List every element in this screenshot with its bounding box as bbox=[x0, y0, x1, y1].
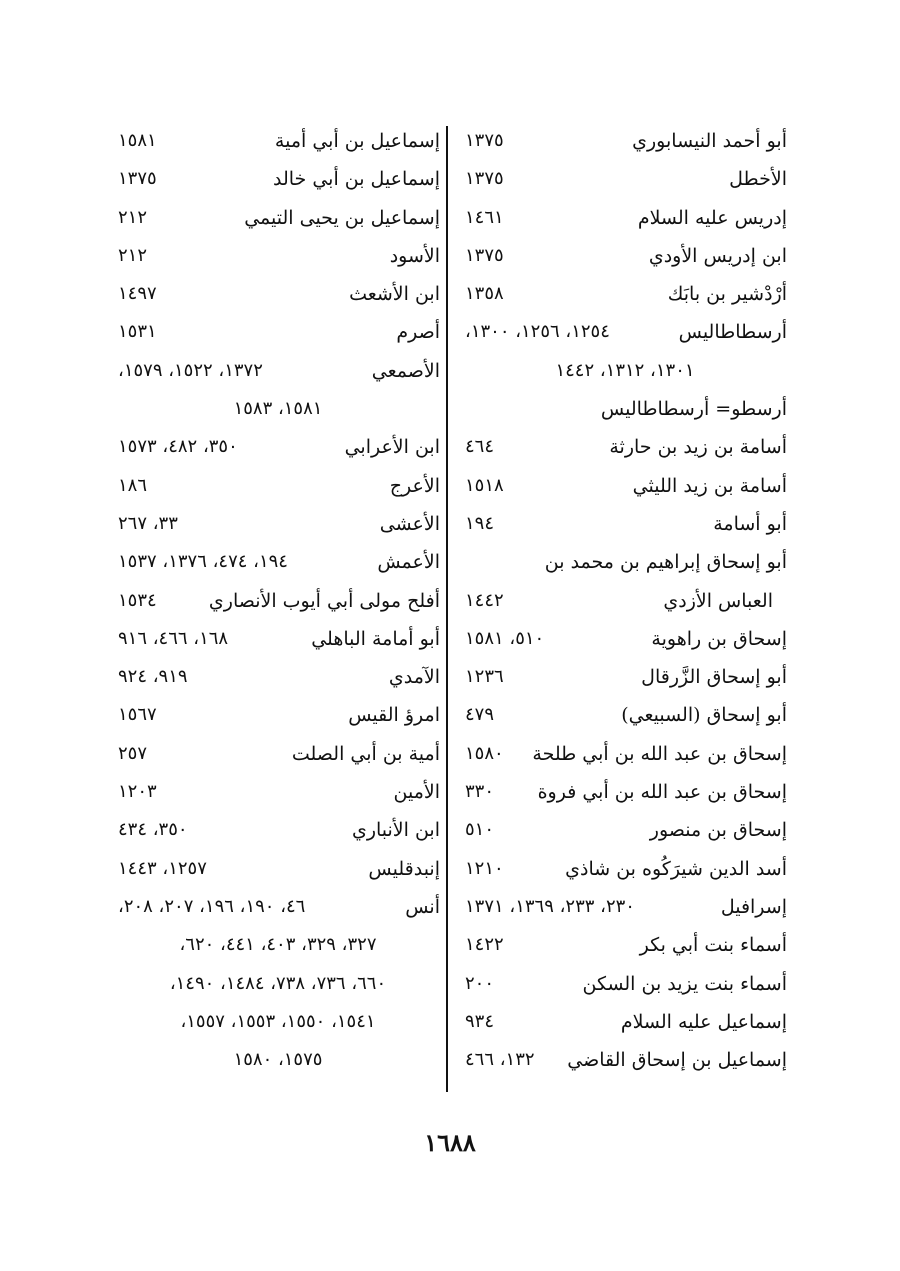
entry-pages: ٣٣٠ bbox=[465, 781, 495, 803]
entry-name: أفلح مولى أبي أيوب الأنصاري bbox=[208, 589, 440, 612]
entry-name: أرْدْشير بن بابَك bbox=[667, 283, 787, 306]
entry-name: أسماء بنت يزيد بن السكن bbox=[582, 972, 787, 995]
entry-name: إنبدقليس bbox=[368, 857, 440, 880]
index-column-left bbox=[108, 122, 448, 1079]
entry-pages: ٤٦٤ bbox=[465, 436, 495, 458]
entry-name: أبو إسحاق (السبيعي) bbox=[621, 704, 787, 727]
entry-name: أبو أمامة الباهلي bbox=[311, 627, 440, 650]
entry-pages: ١٥٨١ bbox=[118, 130, 157, 151]
index-entry bbox=[108, 543, 448, 581]
index-entry bbox=[455, 275, 795, 313]
index-entry bbox=[108, 275, 448, 313]
index-entry bbox=[108, 696, 448, 734]
entry-name: إسماعيل بن إسحاق القاضي bbox=[567, 1049, 787, 1072]
entry-pages: ١٢٣٦ bbox=[465, 666, 504, 688]
entry-pages: ١٦٨، ٤٦٦، ٩١٦ bbox=[118, 627, 229, 649]
entry-pages: ٢٣٠، ٢٣٣، ١٣٦٩، ١٣٧١ bbox=[465, 895, 635, 917]
index-entry bbox=[455, 773, 795, 811]
index-entry bbox=[455, 122, 795, 160]
index-entry-continuation bbox=[108, 390, 448, 428]
index-entry bbox=[108, 888, 448, 926]
index-entry bbox=[108, 199, 448, 237]
entry-name: إسرافيل bbox=[720, 895, 787, 918]
entry-name: أسماء بنت أبي بكر bbox=[639, 934, 787, 957]
entry-pages: ١٢٠٣ bbox=[118, 781, 157, 803]
index-entry bbox=[455, 850, 795, 888]
entry-pages: ١٩٤، ٤٧٤، ١٣٧٦، ١٥٣٧ bbox=[118, 551, 288, 573]
entry-pages: ١٢٥٧، ١٤٤٣ bbox=[118, 857, 207, 879]
index-entry bbox=[455, 696, 795, 734]
entry-name: إسحاق بن منصور bbox=[649, 819, 787, 842]
entry-name: إسحاق بن عبد الله بن أبي طلحة bbox=[532, 742, 787, 765]
entry-name: أسامة بن زيد الليثي bbox=[632, 474, 787, 497]
entry-name: الأمين bbox=[393, 781, 440, 804]
entry-pages: ١٩٤ bbox=[465, 512, 495, 534]
entry-pages: ٥١٠، ١٥٨١ bbox=[465, 627, 545, 649]
index-entry bbox=[108, 237, 448, 275]
entry-pages: ١٨٦ bbox=[118, 474, 148, 496]
index-entry bbox=[108, 850, 448, 888]
index-entry bbox=[108, 658, 448, 696]
entry-name: الأعشى bbox=[379, 512, 440, 535]
entry-pages: ١٢١٠ bbox=[465, 857, 504, 879]
entry-pages: ٩٣٤ bbox=[465, 1010, 495, 1032]
entry-name: أمية بن أبي الصلت bbox=[291, 742, 440, 765]
index-entry-continuation bbox=[455, 582, 795, 620]
entry-name: الأصمعي bbox=[371, 359, 440, 382]
index-entry bbox=[455, 237, 795, 275]
entry-name: العباس الأزدي bbox=[663, 589, 773, 612]
index-entry bbox=[455, 428, 795, 466]
index-entry bbox=[108, 811, 448, 849]
entry-name: أبو أحمد النيسابوري bbox=[632, 130, 787, 152]
entry-name: أرسطاطاليس bbox=[678, 321, 787, 344]
entry-name: الأعمش bbox=[377, 551, 440, 574]
entry-name: أسامة بن زيد بن حارثة bbox=[609, 436, 787, 459]
entry-pages: ١٥٣٤ bbox=[118, 589, 157, 611]
entry-pages: ١٥٤١، ١٥٥٠، ١٥٥٣، ١٥٥٧، bbox=[180, 1010, 376, 1032]
index-entry bbox=[455, 965, 795, 1003]
index-entry bbox=[455, 199, 795, 237]
entry-pages: ١٣٠١، ١٣١٢، ١٤٤٢ bbox=[555, 359, 695, 381]
entry-name: ابن الأنباري bbox=[351, 819, 440, 842]
entry-name: أرسطو= أرسطاطاليس bbox=[600, 398, 787, 421]
index-entry bbox=[455, 735, 795, 773]
entry-pages: ١٥٦٧ bbox=[118, 704, 157, 726]
entry-name: الأسود bbox=[389, 244, 440, 267]
entry-pages: ٢١٢ bbox=[118, 206, 148, 228]
entry-name: إسماعيل بن يحيى التيمي bbox=[244, 206, 440, 229]
index-entry bbox=[455, 1041, 795, 1079]
entry-pages: ٤٧٩ bbox=[465, 704, 495, 726]
index-entry bbox=[455, 888, 795, 926]
entry-name: الأعرج bbox=[389, 474, 440, 497]
index-entry bbox=[108, 352, 448, 390]
index-entry bbox=[108, 467, 448, 505]
index-entry-continuation bbox=[455, 352, 795, 390]
index-entry bbox=[455, 1003, 795, 1041]
index-entry bbox=[108, 160, 448, 198]
entry-name: إسحاق بن راهوية bbox=[651, 627, 787, 650]
index-entry bbox=[108, 735, 448, 773]
entry-pages: ١٤٢٢ bbox=[465, 934, 504, 956]
entry-pages: ٣٥٠، ٤٨٢، ١٥٧٣ bbox=[118, 436, 238, 458]
index-entry bbox=[455, 620, 795, 658]
index-entry bbox=[455, 926, 795, 964]
entry-pages: ٣٥٠، ٤٣٤ bbox=[118, 819, 188, 841]
index-entry-continuation bbox=[108, 1003, 448, 1041]
entry-pages: ١٤٤٢ bbox=[465, 589, 504, 611]
entry-pages: ٢١٢ bbox=[118, 244, 148, 266]
entry-name: إسماعيل بن أبي أمية bbox=[274, 130, 440, 152]
entry-name: امرؤ القيس bbox=[348, 704, 440, 727]
index-entry bbox=[455, 658, 795, 696]
entry-name: أنس bbox=[405, 895, 440, 918]
entry-name: ابن الأعرابي bbox=[344, 436, 440, 459]
entry-name: إدريس عليه السلام bbox=[637, 206, 787, 229]
entry-name: أسد الدين شيرَكُوه بن شاذي bbox=[565, 857, 787, 880]
index-entry bbox=[108, 122, 448, 160]
entry-name: الآمدي bbox=[388, 666, 440, 689]
entry-name: أصرم bbox=[396, 321, 440, 344]
index-entry bbox=[108, 620, 448, 658]
index-entry bbox=[455, 390, 795, 428]
entry-pages: ١٥٣١ bbox=[118, 321, 157, 343]
index-entry bbox=[455, 160, 795, 198]
entry-pages: ١٥٧٥، ١٥٨٠ bbox=[233, 1049, 323, 1071]
entry-pages: ١٥١٨ bbox=[465, 474, 504, 496]
index-entry bbox=[108, 582, 448, 620]
entry-name: ابن الأشعث bbox=[349, 283, 440, 306]
entry-pages: ١٢٥٤، ١٢٥٦، ١٣٠٠، bbox=[465, 321, 610, 343]
entry-pages: ٣٣، ٢٦٧ bbox=[118, 512, 178, 534]
entry-name: أبو إسحاق الزَّرقال bbox=[641, 666, 787, 689]
entry-pages: ٢٠٠ bbox=[465, 972, 495, 994]
entry-pages: ١٣٥٨ bbox=[465, 283, 504, 305]
index-entry-continuation bbox=[108, 926, 448, 964]
entry-name: إسحاق بن عبد الله بن أبي فروة bbox=[537, 781, 787, 804]
entry-name: إسماعيل بن أبي خالد bbox=[272, 168, 440, 191]
entry-pages: ١٣٧٥ bbox=[465, 168, 504, 190]
entry-pages: ١٣٢، ٤٦٦ bbox=[465, 1049, 535, 1071]
index-entry bbox=[108, 505, 448, 543]
entry-pages: ٣٢٧، ٣٢٩، ٤٠٣، ٤٤١، ٦٢٠، bbox=[179, 934, 377, 956]
index-entry bbox=[108, 428, 448, 466]
entry-pages: ٦٦٠، ٧٣٦، ٧٣٨، ١٤٨٤، ١٤٩٠، bbox=[169, 972, 387, 994]
entry-pages: ٩١٩، ٩٢٤ bbox=[118, 666, 188, 688]
entry-pages: ١٣٧٥ bbox=[465, 130, 504, 151]
entry-pages: ٥١٠ bbox=[465, 819, 495, 841]
index-entry-continuation bbox=[108, 965, 448, 1003]
entry-pages: ٤٦، ١٩٠، ١٩٦، ٢٠٧، ٢٠٨، bbox=[118, 895, 306, 917]
index-entry bbox=[455, 543, 795, 581]
entry-name: أبو أسامة bbox=[713, 512, 787, 535]
index-entry bbox=[455, 505, 795, 543]
index-entry bbox=[455, 467, 795, 505]
index-entry bbox=[108, 773, 448, 811]
index-entry-continuation bbox=[108, 1041, 448, 1079]
index-column-right bbox=[455, 122, 795, 1079]
index-entry bbox=[455, 313, 795, 351]
entry-pages: ٢٥٧ bbox=[118, 742, 148, 764]
entry-pages: ١٣٧٥ bbox=[465, 244, 504, 266]
entry-name: أبو إسحاق إبراهيم بن محمد بن bbox=[544, 551, 787, 574]
entry-name: ابن إدريس الأودي bbox=[648, 244, 787, 267]
index-entry bbox=[455, 811, 795, 849]
entry-name: الأخطل bbox=[729, 168, 787, 191]
entry-pages: ١٤٦١ bbox=[465, 206, 504, 228]
page-number: ١٦٨٨ bbox=[424, 1128, 476, 1157]
index-entry bbox=[108, 313, 448, 351]
entry-name: إسماعيل عليه السلام bbox=[620, 1010, 787, 1033]
entry-pages: ١٤٩٧ bbox=[118, 283, 157, 305]
entry-pages: ١٣٧٢، ١٥٢٢، ١٥٧٩، bbox=[118, 359, 263, 381]
entry-pages: ١٥٨١، ١٥٨٣ bbox=[233, 398, 323, 420]
entry-pages: ١٣٧٥ bbox=[118, 168, 157, 190]
entry-pages: ١٥٨٠ bbox=[465, 742, 504, 764]
